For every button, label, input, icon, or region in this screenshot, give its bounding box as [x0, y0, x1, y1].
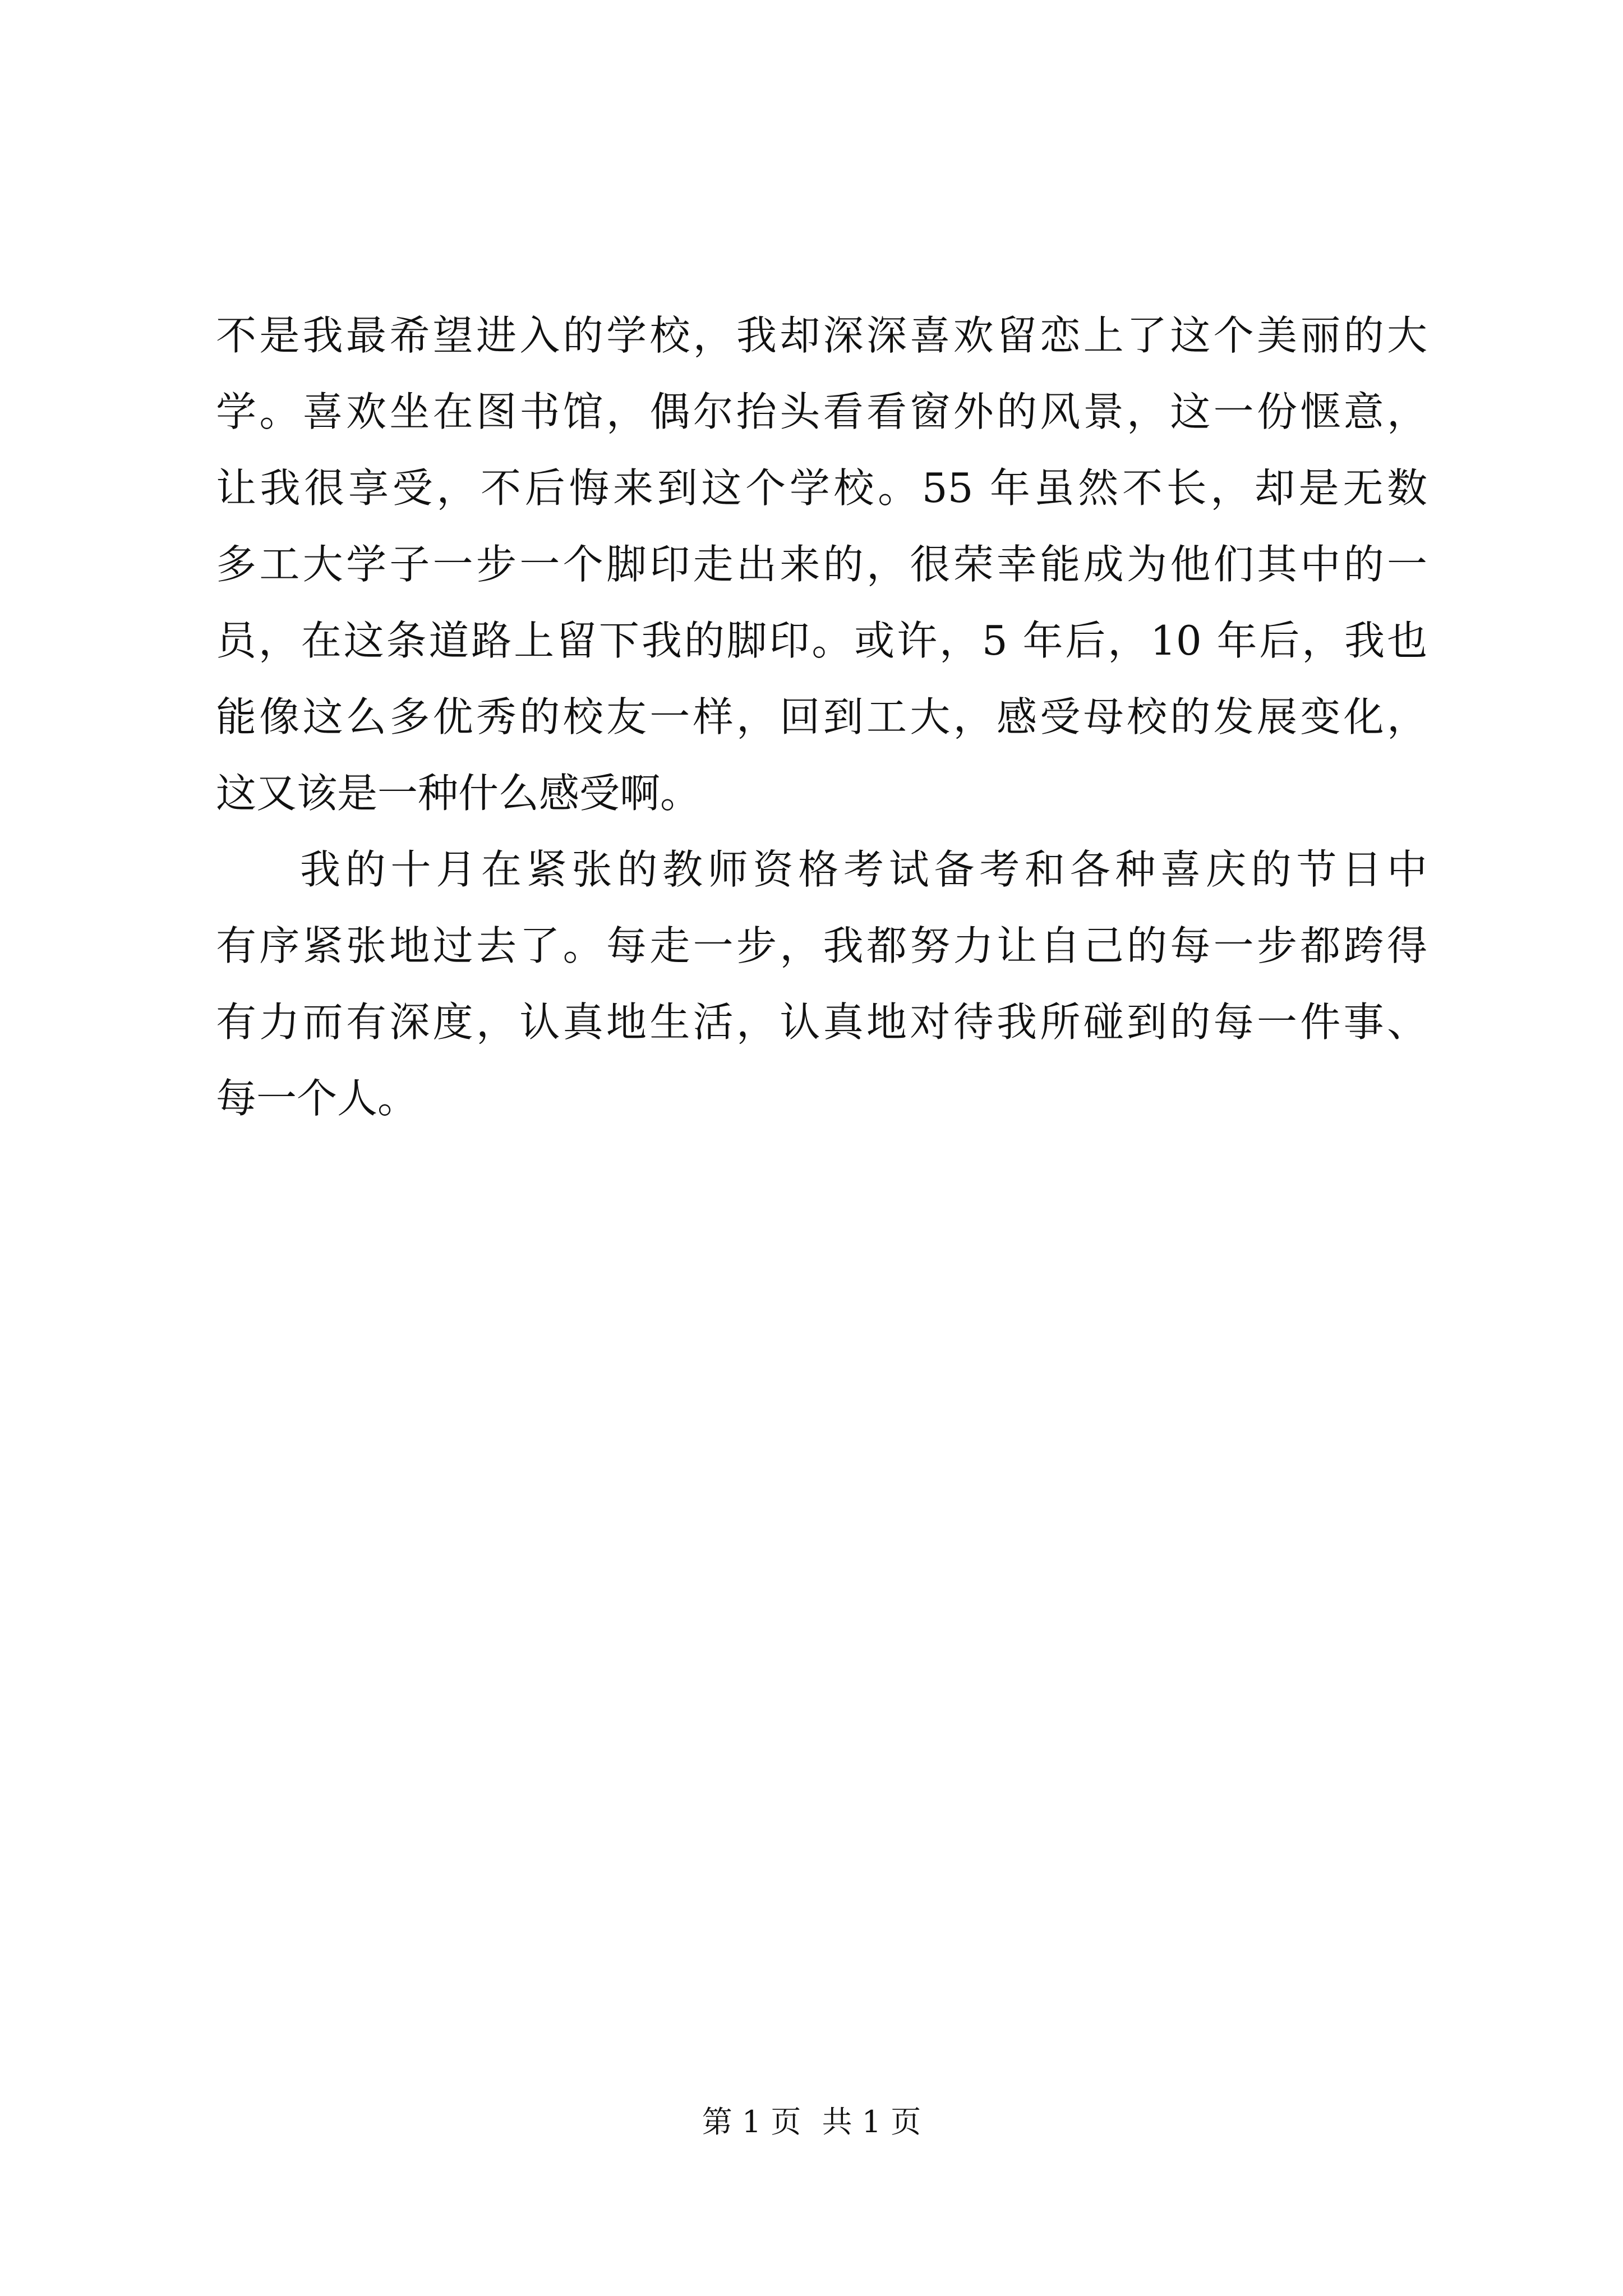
paragraph-line: 我的十月在紧张的教师资格考试备考和各种喜庆的节日中: [300, 846, 1427, 893]
document-body: [216, 297, 1427, 1137]
paragraph-line: 学。喜欢坐在图书馆，偶尔抬头看看窗外的风景，这一份惬意，: [216, 388, 1427, 435]
paragraph-line: 有序紧张地过去了。每走一步，我都努力让自己的每一步都跨得: [216, 922, 1427, 969]
paragraph-line: 员，在这条道路上留下我的脚印。或许，5 年后，10 年后，我也: [216, 617, 1427, 664]
paragraph-line: 每一个人。: [216, 1075, 418, 1122]
paragraph-line: 有力而有深度，认真地生活，认真地对待我所碰到的每一件事、: [216, 999, 1427, 1046]
paragraph-line: 这又该是一种什么感受啊。: [216, 770, 701, 817]
page-footer: [0, 2098, 1623, 2141]
paragraph-line: 多工大学子一步一个脚印走出来的，很荣幸能成为他们其中的一: [216, 541, 1427, 588]
page-total: 共 1 页: [822, 2104, 921, 2139]
paragraph-line: 能像这么多优秀的校友一样，回到工大，感受母校的发展变化，: [216, 693, 1427, 740]
paragraph-2: [216, 831, 1427, 1137]
paragraph-line: 让我很享受，不后悔来到这个学校。55 年虽然不长，却是无数: [216, 464, 1427, 512]
paragraph-1: [216, 297, 1427, 831]
paragraph-line: 不是我最希望进入的学校，我却深深喜欢留恋上了这个美丽的大: [216, 312, 1427, 359]
page-number: 第 1 页: [702, 2104, 801, 2139]
